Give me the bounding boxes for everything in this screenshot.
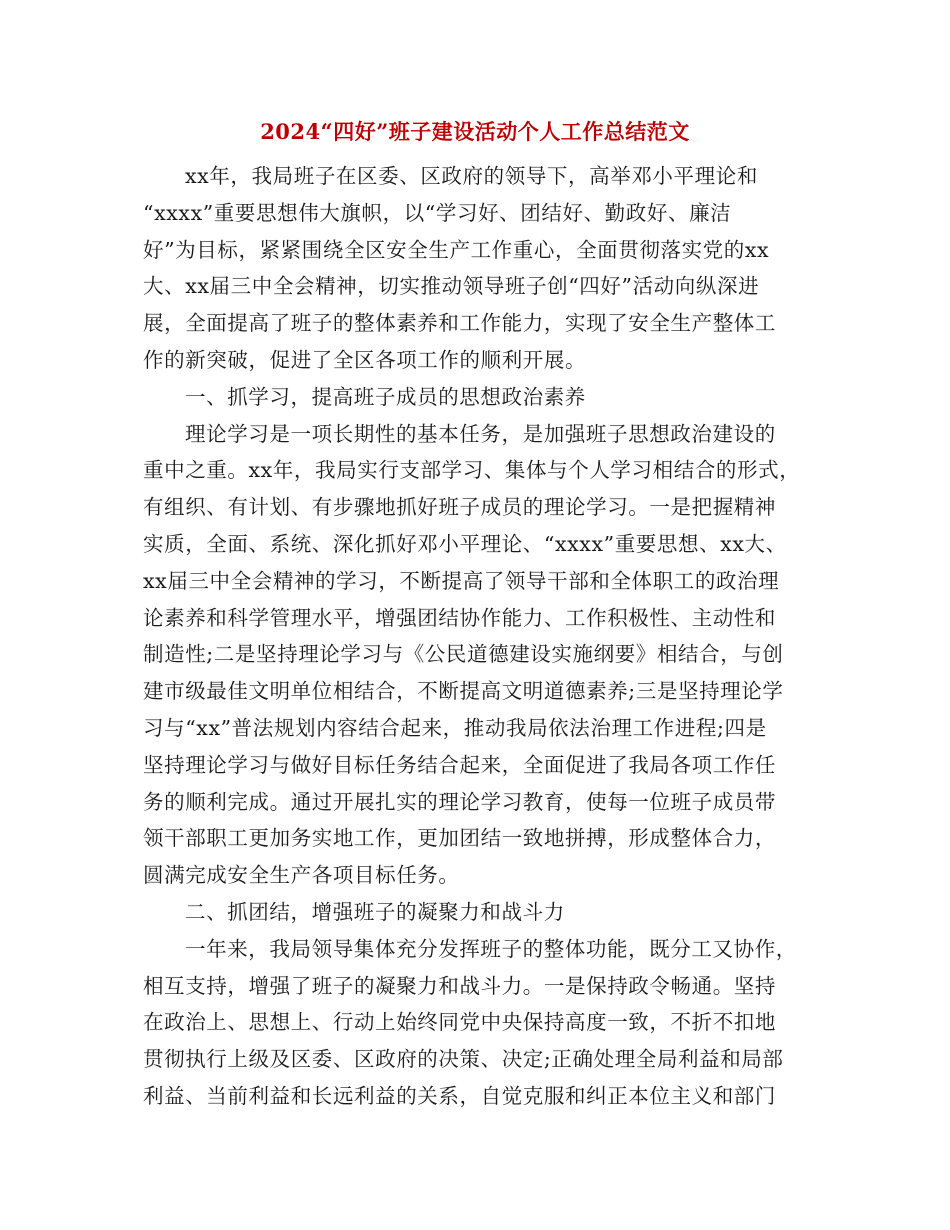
body-text-line: 建市级最佳文明单位相结合，不断提高文明道德素养;三是坚持理论学 (143, 679, 784, 704)
body-text-line: 在政治上、思想上、行动上始终同党中央保持高度一致，不折不扣地 (143, 1010, 776, 1035)
body-text-line: 圆满完成安全生产各项目标任务。 (143, 863, 460, 888)
body-text-line: 作的新突破，促进了全区各项工作的顺利开展。 (143, 347, 587, 372)
body-text-line: 一、抓学习，提高班子成员的思想政治素养 (185, 384, 586, 409)
body-text-line: 一年来，我局领导集体充分发挥班子的整体功能，既分工又协作， (185, 936, 797, 961)
body-text-line: 贯彻执行上级及区委、区政府的决策、决定;正确处理全局利益和局部 (143, 1047, 784, 1072)
body-text-line: xx年，我局班子在区委、区政府的领导下，高举邓小平理论和 (185, 164, 758, 188)
body-text-line: 展，全面提高了班子的整体素养和工作能力，实现了安全生产整体工 (143, 311, 776, 336)
body-text-line: 有组织、有计划、有步骤地抓好班子成员的理论学习。一是把握精神 (143, 495, 776, 520)
body-text-line: 相互支持，增强了班子的凝聚力和战斗力。一是保持政令畅通。坚持 (143, 973, 776, 998)
body-text-line: 理论学习是一项长期性的基本任务，是加强班子思想政治建设的 (185, 421, 776, 446)
body-text-line: 利益、当前利益和长远利益的关系，自觉克服和纠正本位主义和部门 (143, 1083, 776, 1108)
document-title: 2024“四好”班子建设活动个人工作总结范文 (260, 119, 690, 144)
document-body (143, 158, 807, 1115)
body-text-line: “xxxx”重要思想伟大旗帜，以“学习好、团结好、勤政好、廉洁 (143, 200, 732, 225)
body-text-line: 好”为目标，紧紧围绕全区安全生产工作重心，全面贯彻落实党的xx (143, 237, 770, 262)
body-text-line: 坚持理论学习与做好目标任务结合起来，全面促进了我局各项工作任 (143, 752, 776, 777)
body-text-line: 制造性;二是坚持理论学习与《公民道德建设实施纲要》相结合，与创 (143, 642, 784, 667)
body-text-line: 论素养和科学管理水平，增强团结协作能力、工作积极性、主动性和 (143, 605, 776, 630)
body-text-line: 大、xx届三中全会精神，切实推动领导班子创“四好”活动向纵深进 (143, 274, 760, 299)
body-text-line: 实质，全面、系统、深化抓好邓小平理论、“xxxx”重要思想、xx大、 (143, 531, 787, 556)
body-text-line: 习与“xx”普法规划内容结合起来，推动我局依法治理工作进程;四是 (143, 715, 767, 740)
body-text-line: 务的顺利完成。通过开展扎实的理论学习教育，使每一位班子成员带 (143, 789, 776, 814)
body-text-line: 重中之重。xx年，我局实行支部学习、集体与个人学习相结合的形式， (143, 458, 801, 483)
body-text-line: 领干部职工更加务实地工作，更加团结一致地拼搏，形成整体合力， (143, 826, 776, 851)
body-text-line: 二、抓团结，增强班子的凝聚力和战斗力 (185, 899, 565, 924)
body-text-line: xx届三中全会精神的学习，不断提高了领导干部和全体职工的政治理 (143, 568, 780, 593)
